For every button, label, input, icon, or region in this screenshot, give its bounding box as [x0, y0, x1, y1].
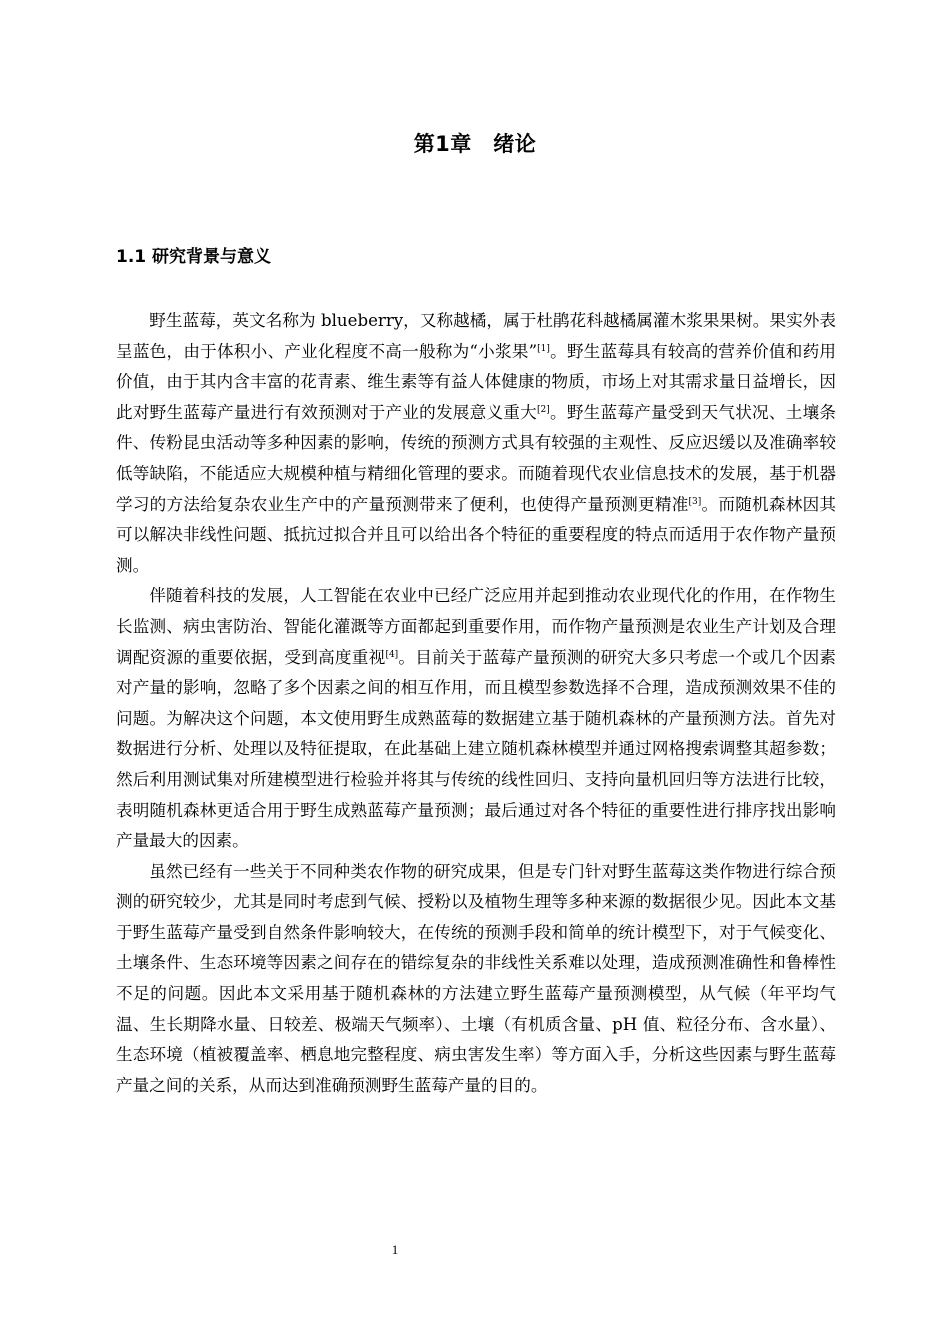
- text-run: 虽然已经有一些关于不同种类农作物的研究成果，但是专门针对野生蓝莓这类作物进行综合预测的研究较少，尤其是同时考虑到气候、授粉以及植物生理等多种来源的数据很少见。因此本文基于野生蓝莓产量受到自然条件影响较大，在传统的预测手段和简单的统计模型下，对于气候变化、土壤条件、生态环境等因素之间存在的错综复杂的非线性关系难以处理，造成预测准确性和鲁棒性不足的问题。因此本文采用基于随机森林的方法建立野生蓝莓产量预测模型，从气候（年平均气温、生长期降水量、日较差、极端天气频率）、土壤（有机质含量、pH 值、粒径分布、含水量）、生态环境（植被覆盖率、栖息地完整程度、病虫害发生率）等方面入手，分析这些因素与野生蓝莓产量之间的关系，从而达到准确预测野生蓝莓产量的目的。: [116, 861, 836, 1095]
- page-number: 1: [391, 1242, 399, 1257]
- section-heading: 1.1 研究背景与意义: [116, 247, 272, 267]
- paragraph-3: [116, 857, 836, 1102]
- citation-ref: [2]: [536, 404, 550, 415]
- text-run: 。目前关于蓝莓产量预测的研究大多只考虑一个或几个因素对产量的影响，忽略了多个因素之间的相互作用，而且模型参数选择不合理，造成预测效果不佳的问题。为解决这个问题，本文使用野生成熟蓝莓的数据建立基于随机森林的产量预测方法。首先对数据进行分析、处理以及特征提取，在此基础上建立随机森林模型并通过网格搜索调整其超参数；然后利用测试集对所建模型进行检验并将其与传统的线性回归、支持向量机回归等方法进行比较，表明随机森林更适合用于野生成熟蓝莓产量预测；最后通过对各个特征的重要性进行排序找出影响产量最大的因素。: [116, 647, 837, 851]
- citation-ref: [1]: [537, 343, 550, 354]
- text-run: 野生蓝莓，英文名称为 blueberry，又称越橘，属于杜鹃花科越橘属灌木浆果果树。果实外表呈蓝色，由于体积小、产业化程度不高一般称为“小浆果”: [116, 311, 836, 361]
- text-run: 。野生蓝莓具有较高的营养价值和药用价值，由于其内含丰富的花青素、维生素等有益人体健康的物质，市场上对其需求量日益增长，因此对野生蓝莓产量进行有效预测对于产业的发展意义重大: [116, 341, 837, 422]
- citation-ref: [3]: [688, 496, 702, 507]
- chapter-title: 第1章 绪论: [413, 132, 537, 156]
- text-run: 。野生蓝莓产量受到天气状况、土壤条件、传粉昆虫活动等多种因素的影响，传统的预测方式具有较强的主观性、反应迟缓以及准确率较低等缺陷，不能适应大规模种植与精细化管理的要求。而随着现代农业信息技术的发展，基于机器学习的方法给复杂农业生产中的产量预测带来了便利，也使得产量预测更精准: [116, 402, 837, 514]
- body-text: [116, 306, 836, 1101]
- text-run: 伴随着科技的发展，人工智能在农业中已经广泛应用并起到推动农业现代化的作用，在作物生长监测、病虫害防治、智能化灌溉等方面都起到重要作用，而作物产量预测是农业生产计划及合理调配资源的重要依据，受到高度重视: [116, 586, 836, 667]
- citation-ref: [4]: [385, 649, 399, 660]
- paragraph-2: [116, 581, 836, 856]
- paragraph-1: [116, 306, 836, 581]
- text-run: 。而随机森林因其可以解决非线性问题、抵抗过拟合并且可以给出各个特征的重要程度的特点而适用于农作物产量预测。: [116, 494, 837, 575]
